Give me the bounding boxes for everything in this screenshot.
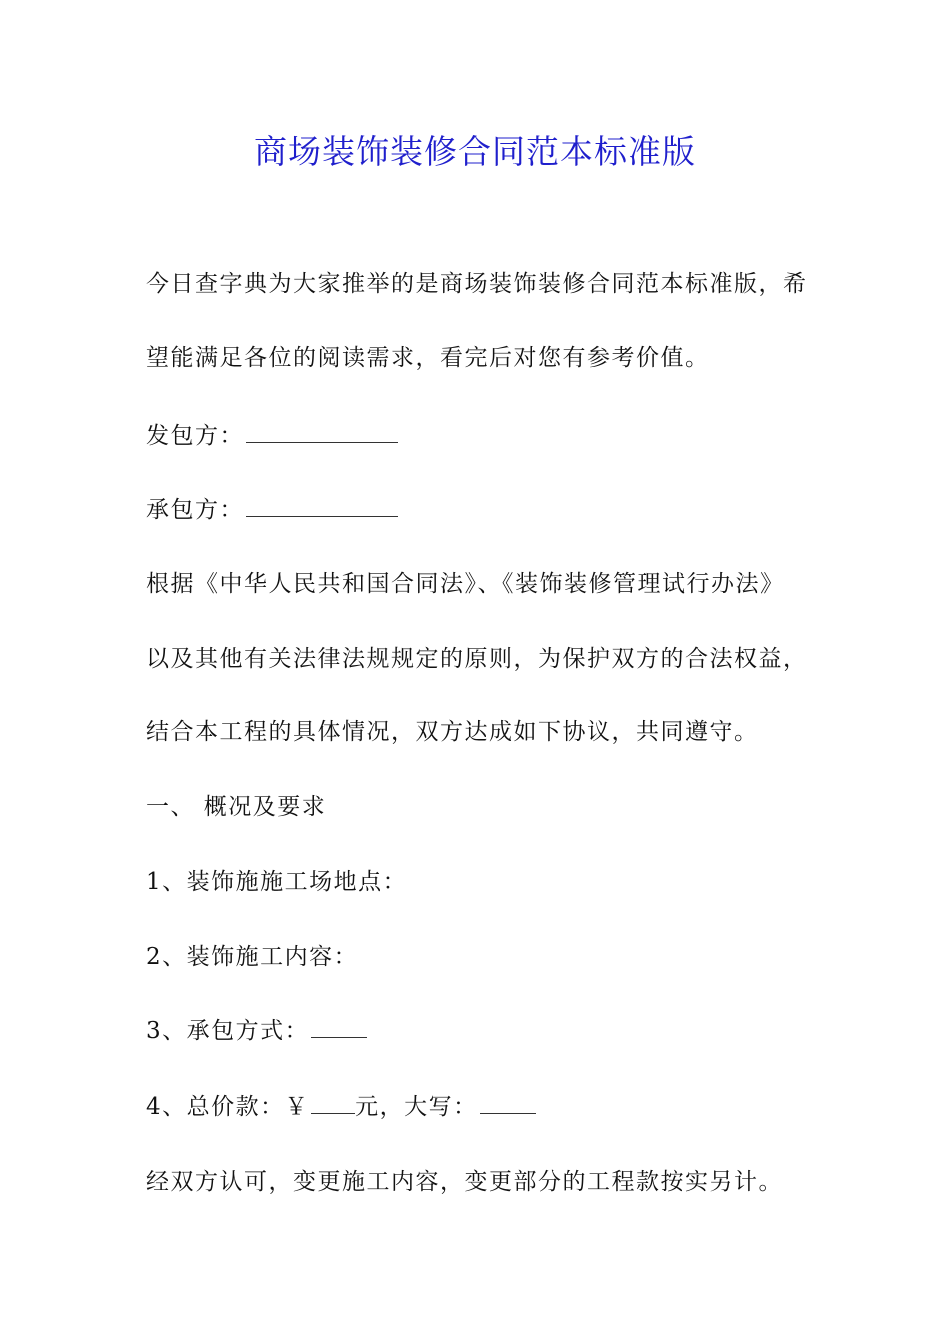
section-1-heading: 一、 概况及要求 xyxy=(146,794,327,820)
item-3-blank xyxy=(311,1015,367,1038)
intro-line-1: 今日查字典为大家推举的是商场装饰装修合同范本标准版，希 xyxy=(146,271,808,297)
item-4-row xyxy=(146,1090,536,1124)
item-4-mid-text: 元，大写： xyxy=(355,1094,478,1120)
document-title: 商场装饰装修合同范本标准版 xyxy=(254,132,696,171)
item-1: 1、装饰施施工场地点： xyxy=(146,869,408,895)
closing-line: 经双方认可，变更施工内容，变更部分的工程款按实另计。 xyxy=(146,1169,783,1195)
basis-line-1: 根据《中华人民共和国合同法》、《装饰装修管理试行办法》 xyxy=(146,571,785,597)
item-4-label: 4、总价款：￥ xyxy=(146,1094,310,1120)
item-4-amount-blank xyxy=(311,1091,355,1114)
item-2: 2、装饰施工内容： xyxy=(146,944,359,970)
party-a-blank xyxy=(246,420,398,443)
party-b-row xyxy=(146,493,398,527)
party-a-label: 发包方： xyxy=(146,423,244,449)
party-b-blank xyxy=(246,494,398,517)
item-3-row xyxy=(146,1014,367,1048)
item-3-label: 3、承包方式： xyxy=(146,1018,310,1044)
party-b-label: 承包方： xyxy=(146,497,244,523)
item-4-words-blank xyxy=(480,1091,536,1114)
basis-line-2: 以及其他有关法律法规规定的原则，为保护双方的合法权益， xyxy=(146,646,808,672)
basis-line-3: 结合本工程的具体情况，双方达成如下协议，共同遵守。 xyxy=(146,719,759,745)
party-a-row xyxy=(146,419,398,453)
intro-line-2: 望能满足各位的阅读需求，看完后对您有参考价值。 xyxy=(146,345,710,371)
